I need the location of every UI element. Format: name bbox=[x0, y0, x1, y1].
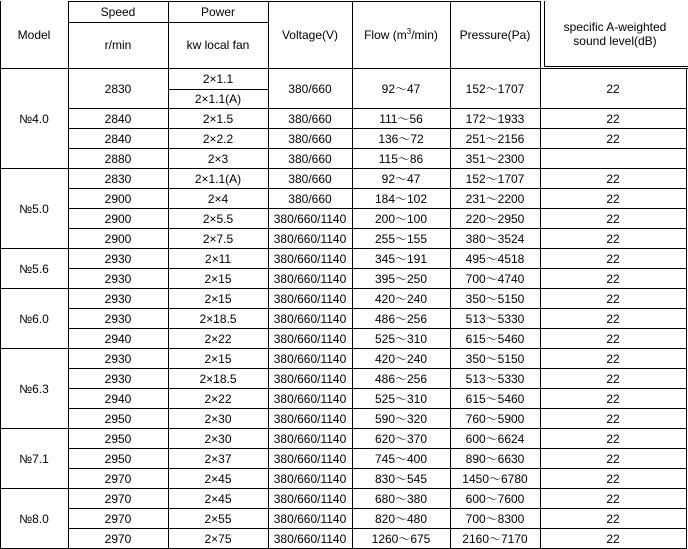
voltage-cell: 380/660 bbox=[288, 172, 332, 186]
flow-cell: 395～250 bbox=[374, 272, 428, 286]
sound-cell: 22 bbox=[606, 392, 620, 406]
pressure-cell: 700～4740 bbox=[465, 272, 525, 286]
power-cell: 2×15 bbox=[204, 272, 232, 286]
speed-cell: 2940 bbox=[104, 332, 132, 346]
grid-line bbox=[0, 1, 1, 549]
sound-cell: 22 bbox=[606, 272, 620, 286]
speed-cell: 2930 bbox=[104, 272, 132, 286]
model-cell: №5.6 bbox=[19, 262, 49, 276]
grid-line bbox=[68, 1, 69, 549]
grid-line bbox=[352, 1, 353, 549]
power-cell: 2×1.1(A) bbox=[194, 92, 242, 106]
flow-cell: 486～256 bbox=[374, 372, 428, 386]
voltage-cell: 380/660 bbox=[288, 82, 332, 96]
power-cell: 2×22 bbox=[204, 332, 232, 346]
sound-cell: 22 bbox=[606, 492, 620, 506]
speed-cell: 2930 bbox=[104, 372, 132, 386]
flow-cell: 620～370 bbox=[374, 432, 428, 446]
voltage-cell: 380/660 bbox=[288, 192, 332, 206]
flow-cell: 115～86 bbox=[378, 152, 424, 166]
speed-cell: 2880 bbox=[104, 152, 132, 166]
flow-cell: 525～310 bbox=[374, 392, 428, 406]
pressure-cell: 513～5330 bbox=[465, 372, 525, 386]
sound-cell: 22 bbox=[606, 132, 620, 146]
power-cell: 2×30 bbox=[204, 432, 232, 446]
header-speed-unit: r/min bbox=[104, 38, 132, 52]
power-cell: 2×55 bbox=[204, 512, 232, 526]
sound-cell: 22 bbox=[606, 192, 620, 206]
flow-cell: 345～191 bbox=[374, 252, 428, 266]
pressure-cell: 350～5150 bbox=[465, 292, 525, 306]
sound-cell: 22 bbox=[606, 252, 620, 266]
speed-cell: 2830 bbox=[104, 82, 132, 96]
pressure-cell: 172～1933 bbox=[465, 112, 525, 126]
sound-cell: 22 bbox=[606, 452, 620, 466]
grid-line bbox=[686, 68, 687, 549]
sound-cell bbox=[540, 149, 686, 169]
speed-cell: 2950 bbox=[104, 412, 132, 426]
power-cell: 2×2.2 bbox=[202, 132, 234, 146]
flow-cell: 1260～675 bbox=[371, 532, 431, 546]
pressure-cell: 600～7600 bbox=[465, 492, 525, 506]
header-model: Model bbox=[17, 27, 51, 42]
model-cell: №4.0 bbox=[19, 112, 49, 126]
voltage-cell: 380/660/1140 bbox=[273, 252, 347, 266]
sound-cell: 22 bbox=[606, 332, 620, 346]
power-cell: 2×3 bbox=[207, 152, 229, 166]
grid-line bbox=[450, 1, 451, 549]
voltage-cell: 380/660/1140 bbox=[273, 372, 347, 386]
power-cell: 2×18.5 bbox=[199, 372, 237, 386]
flow-cell: 525～310 bbox=[374, 332, 428, 346]
voltage-cell: 380/660 bbox=[288, 132, 332, 146]
speed-cell: 2930 bbox=[104, 352, 132, 366]
pressure-cell: 152～1707 bbox=[465, 172, 525, 186]
voltage-cell: 380/660/1140 bbox=[273, 292, 347, 306]
model-cell: №6.0 bbox=[19, 312, 49, 326]
pressure-cell: 495～4518 bbox=[465, 252, 525, 266]
header-flow-suffix: /min) bbox=[411, 27, 438, 42]
sound-cell: 22 bbox=[606, 412, 620, 426]
voltage-cell: 380/660/1140 bbox=[273, 512, 347, 526]
voltage-cell: 380/660/1140 bbox=[273, 312, 347, 326]
speed-cell: 2900 bbox=[104, 192, 132, 206]
flow-cell: 820～480 bbox=[374, 512, 428, 526]
flow-cell: 255～155 bbox=[374, 232, 428, 246]
header-voltage: Voltage(V) bbox=[281, 27, 339, 42]
grid-line bbox=[268, 1, 269, 549]
speed-cell: 2940 bbox=[104, 392, 132, 406]
sound-cell: 22 bbox=[606, 172, 620, 186]
pressure-cell: 600～6624 bbox=[465, 432, 525, 446]
voltage-cell: 380/660 bbox=[288, 152, 332, 166]
grid-line bbox=[68, 1, 540, 2]
power-cell: 2×1.1 bbox=[202, 72, 234, 86]
voltage-cell: 380/660/1140 bbox=[273, 212, 347, 226]
power-cell: 2×30 bbox=[204, 412, 232, 426]
pressure-cell: 152～1707 bbox=[465, 82, 525, 96]
pressure-cell: 1450～6780 bbox=[462, 472, 528, 486]
speed-cell: 2970 bbox=[104, 532, 132, 546]
pressure-cell: 231～2200 bbox=[465, 192, 525, 206]
power-cell: 2×45 bbox=[204, 492, 232, 506]
grid-line bbox=[540, 1, 541, 549]
speed-cell: 2950 bbox=[104, 452, 132, 466]
sound-cell: 22 bbox=[606, 82, 620, 96]
power-cell: 2×75 bbox=[204, 532, 232, 546]
pressure-cell: 350～5150 bbox=[465, 352, 525, 366]
sound-cell: 22 bbox=[606, 292, 620, 306]
voltage-cell: 380/660/1140 bbox=[273, 352, 347, 366]
header-speed: Speed bbox=[100, 4, 136, 19]
pressure-cell: 890～6630 bbox=[465, 452, 525, 466]
speed-cell: 2830 bbox=[104, 172, 132, 186]
pressure-cell: 380～3524 bbox=[465, 232, 525, 246]
flow-cell: 420～240 bbox=[374, 292, 428, 306]
voltage-cell: 380/660 bbox=[288, 112, 332, 126]
header-flow-prefix: Flow (m bbox=[364, 27, 407, 42]
pressure-cell: 351～2300 bbox=[465, 152, 525, 166]
pressure-cell: 220～2950 bbox=[465, 212, 525, 226]
power-cell: 2×11 bbox=[204, 252, 232, 266]
model-cell: №6.3 bbox=[19, 382, 49, 396]
flow-cell: 111～56 bbox=[379, 112, 423, 126]
header-power-unit: kw local fan bbox=[186, 38, 250, 52]
sound-cell: 22 bbox=[606, 212, 620, 226]
speed-cell: 2900 bbox=[104, 232, 132, 246]
sound-cell: 22 bbox=[606, 312, 620, 326]
sound-cell: 22 bbox=[606, 432, 620, 446]
grid-line bbox=[544, 66, 688, 67]
voltage-cell: 380/660/1140 bbox=[273, 392, 347, 406]
grid-line bbox=[168, 89, 268, 90]
voltage-cell: 380/660/1140 bbox=[273, 532, 347, 546]
pressure-cell: 513～5330 bbox=[465, 312, 525, 326]
pressure-cell: 2160～7170 bbox=[462, 532, 528, 546]
flow-cell: 830～545 bbox=[374, 472, 428, 486]
voltage-cell: 380/660/1140 bbox=[273, 332, 347, 346]
sound-cell: 22 bbox=[606, 112, 620, 126]
pressure-cell: 700～8300 bbox=[465, 512, 525, 526]
grid-line bbox=[168, 1, 169, 549]
header-sound: specific A-weighted sound level(dB) bbox=[563, 20, 667, 48]
speed-cell: 2950 bbox=[104, 432, 132, 446]
sound-cell: 22 bbox=[606, 512, 620, 526]
power-cell: 2×1.1(A) bbox=[194, 172, 242, 186]
pressure-cell: 615～5460 bbox=[465, 392, 525, 406]
power-cell: 2×15 bbox=[204, 352, 232, 366]
flow-cell: 136～72 bbox=[378, 132, 424, 146]
power-cell: 2×22 bbox=[204, 392, 232, 406]
header-flow-sup: 3 bbox=[406, 26, 412, 36]
pressure-cell: 615～5460 bbox=[465, 332, 525, 346]
sound-cell: 22 bbox=[606, 352, 620, 366]
voltage-cell: 380/660/1140 bbox=[273, 452, 347, 466]
power-cell: 2×4 bbox=[207, 192, 229, 206]
model-cell: №7.1 bbox=[19, 452, 49, 466]
model-cell: №5.0 bbox=[19, 202, 49, 216]
header-power: Power bbox=[200, 4, 235, 19]
flow-cell: 680～380 bbox=[374, 492, 428, 506]
voltage-cell: 380/660/1140 bbox=[273, 492, 347, 506]
header-pressure: Pressure(Pa) bbox=[459, 27, 531, 42]
power-cell: 2×37 bbox=[204, 452, 232, 466]
flow-cell: 92～47 bbox=[381, 172, 421, 186]
voltage-cell: 380/660/1140 bbox=[273, 272, 347, 286]
pressure-cell: 251～2156 bbox=[465, 132, 525, 146]
speed-cell: 2930 bbox=[104, 292, 132, 306]
speed-cell: 2930 bbox=[104, 312, 132, 326]
flow-cell: 590～320 bbox=[374, 412, 428, 426]
speed-cell: 2970 bbox=[104, 512, 132, 526]
voltage-cell: 380/660/1140 bbox=[273, 232, 347, 246]
sound-cell: 22 bbox=[606, 232, 620, 246]
sound-cell: 22 bbox=[606, 472, 620, 486]
speed-cell: 2900 bbox=[104, 212, 132, 226]
speed-cell: 2970 bbox=[104, 492, 132, 506]
flow-cell: 184～102 bbox=[374, 192, 428, 206]
model-cell: №8.0 bbox=[19, 512, 49, 526]
power-cell: 2×1.5 bbox=[202, 112, 234, 126]
power-cell: 2×7.5 bbox=[202, 232, 234, 246]
speed-cell: 2930 bbox=[104, 252, 132, 266]
flow-cell: 200～100 bbox=[374, 212, 428, 226]
header-flow bbox=[352, 1, 450, 68]
speed-cell: 2840 bbox=[104, 112, 132, 126]
power-cell: 2×18.5 bbox=[199, 312, 237, 326]
voltage-cell: 380/660/1140 bbox=[273, 412, 347, 426]
voltage-cell: 380/660/1140 bbox=[273, 472, 347, 486]
speed-cell: 2970 bbox=[104, 472, 132, 486]
sound-cell: 22 bbox=[606, 532, 620, 546]
power-cell: 2×45 bbox=[204, 472, 232, 486]
flow-cell: 486～256 bbox=[374, 312, 428, 326]
flow-cell: 745～400 bbox=[374, 452, 428, 466]
flow-cell: 420～240 bbox=[374, 352, 428, 366]
pressure-cell: 760～5900 bbox=[465, 412, 525, 426]
power-cell: 2×5.5 bbox=[202, 212, 234, 226]
sound-cell: 22 bbox=[606, 372, 620, 386]
grid-line bbox=[544, 1, 545, 67]
voltage-cell: 380/660/1140 bbox=[273, 432, 347, 446]
speed-cell: 2840 bbox=[104, 132, 132, 146]
power-cell: 2×15 bbox=[204, 292, 232, 306]
flow-cell: 92～47 bbox=[381, 82, 421, 96]
